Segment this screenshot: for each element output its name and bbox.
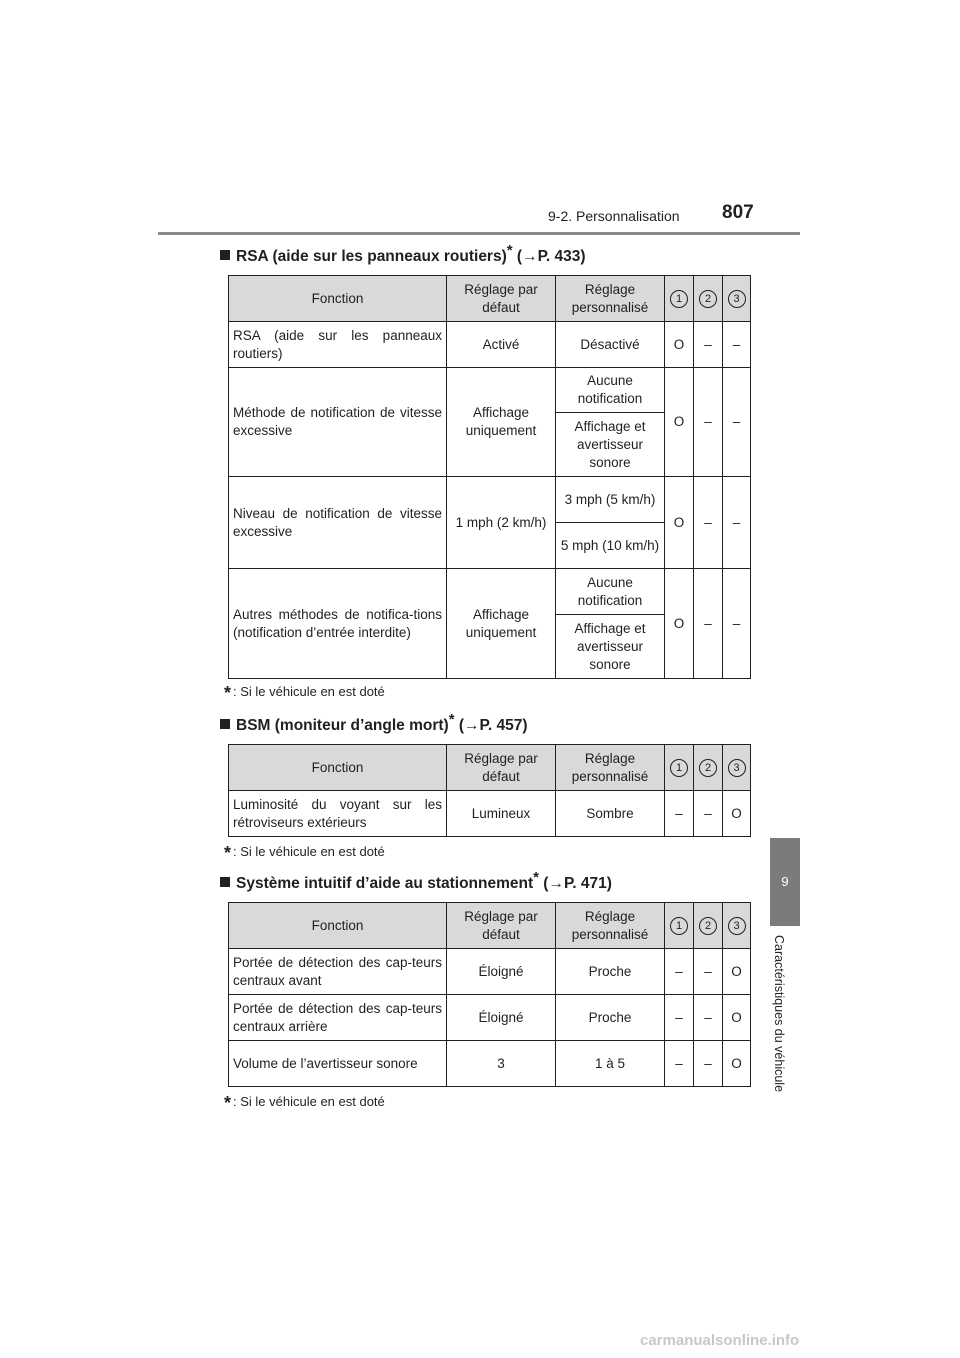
page-reference-link[interactable]: (→P. 433) [516, 248, 586, 266]
header-defaut: Réglage par défaut [447, 745, 556, 791]
table-row: Portée de détection des cap-teurs centraux avant Éloigné Proche – – O [229, 949, 751, 995]
table-row: 5 mph (10 km/h) [229, 523, 751, 569]
table-header-row [229, 903, 751, 949]
watermark: carmanualsonline.info [640, 1332, 800, 1349]
page-reference-link[interactable]: (→P. 457) [458, 717, 528, 735]
settings-table-rsa [228, 275, 751, 679]
header-fonction: Fonction [229, 745, 447, 791]
footnote: * : Si le véhicule en est doté [224, 1093, 385, 1113]
header-col-1: 1 [665, 903, 694, 949]
header-fonction: Fonction [229, 903, 447, 949]
section-title-rsa: RSA (aide sur les panneaux routiers)* (→P. 433) [220, 242, 586, 266]
header-col-1: 1 [665, 276, 694, 322]
header-fonction: Fonction [229, 276, 447, 322]
page-number: 807 [722, 202, 754, 223]
header-col-2: 2 [694, 903, 723, 949]
header-defaut: Réglage par défaut [447, 276, 556, 322]
header-perso: Réglage personnalisé [556, 276, 665, 322]
footnote: * : Si le véhicule en est doté [224, 843, 385, 863]
bullet-square-icon [220, 719, 230, 729]
section-title-parking: Système intuitif d’aide au stationnement* (→P. 471) [220, 869, 612, 893]
settings-table-bsm [228, 744, 751, 837]
header-defaut: Réglage par défaut [447, 903, 556, 949]
chapter-label: Caractéristiques du véhicule [772, 935, 786, 1093]
header-col-2: 2 [694, 745, 723, 791]
table-row: Méthode de notification de vitesse excessive Affichage uniquement Aucune notification O – – [229, 368, 751, 413]
table-row: Luminosité du voyant sur les rétroviseurs extérieurs Lumineux Sombre – – O [229, 791, 751, 837]
header-col-3: 3 [723, 745, 751, 791]
table-row: Affichage et avertisseur sonore [229, 413, 751, 477]
section-title-bsm: BSM (moniteur d’angle mort)* (→P. 457) [220, 711, 528, 735]
header-col-1: 1 [665, 745, 694, 791]
header-perso: Réglage personnalisé [556, 903, 665, 949]
table-row: Portée de détection des cap-teurs centraux arrière Éloigné Proche – – O [229, 995, 751, 1041]
settings-table-parking [228, 902, 751, 1087]
chapter-tab[interactable]: 9 [770, 838, 800, 926]
bullet-square-icon [220, 250, 230, 260]
table-header-row [229, 745, 751, 791]
table-row: Autres méthodes de notifica-tions (notification d’entrée interdite) Affichage uniquement Aucune notification O – – [229, 569, 751, 615]
header-perso: Réglage personnalisé [556, 745, 665, 791]
footnote-star: * [533, 869, 539, 886]
table-row: Affichage et avertisseur sonore [229, 615, 751, 679]
table-row: Niveau de notification de vitesse excessive 1 mph (2 km/h) 3 mph (5 km/h) O – – [229, 477, 751, 523]
page-reference-link[interactable]: (→P. 471) [543, 875, 612, 893]
header-col-3: 3 [723, 276, 751, 322]
footnote: * : Si le véhicule en est doté [224, 683, 385, 703]
bullet-square-icon [220, 877, 230, 887]
header-col-3: 3 [723, 903, 751, 949]
table-row: Volume de l’avertisseur sonore 3 1 à 5 – – O [229, 1041, 751, 1087]
table-row: RSA (aide sur les panneaux routiers) Activé Désactivé O – – [229, 322, 751, 368]
section-header: 9-2. Personnalisation [548, 208, 680, 224]
header-col-2: 2 [694, 276, 723, 322]
footnote-star: * [448, 711, 455, 728]
header-divider [158, 232, 800, 235]
table-header-row [229, 276, 751, 322]
footnote-star: * [506, 242, 513, 259]
